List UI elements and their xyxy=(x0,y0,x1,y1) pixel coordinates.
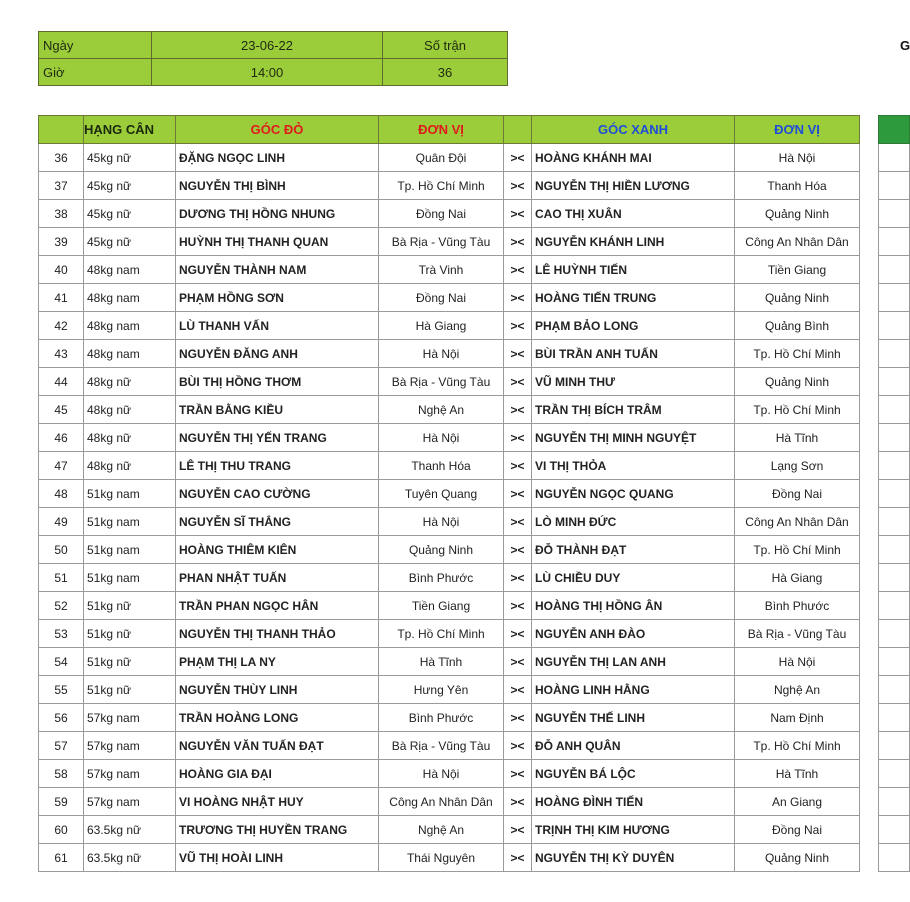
red-corner-fighter: PHẠM HỒNG SƠN xyxy=(176,284,379,312)
cropped-cell xyxy=(879,228,910,256)
red-corner-unit: Hưng Yên xyxy=(379,676,504,704)
blue-corner-unit: Quảng Ninh xyxy=(735,368,860,396)
blue-corner-fighter: HOÀNG LINH HẰNG xyxy=(532,676,735,704)
weight-class: 48kg nam xyxy=(84,312,176,340)
vs-marker: >< xyxy=(504,760,532,788)
weight-class: 51kg nữ xyxy=(84,676,176,704)
cropped-cell xyxy=(879,172,910,200)
blue-corner-unit: Đồng Nai xyxy=(735,480,860,508)
cropped-cell xyxy=(879,256,910,284)
red-corner-unit: Hà Nội xyxy=(379,424,504,452)
table-row xyxy=(39,452,860,480)
bout-number: 37 xyxy=(39,172,84,200)
table-header-row xyxy=(39,116,860,144)
blue-corner-fighter: TRẦN THỊ BÍCH TRÂM xyxy=(532,396,735,424)
vs-marker: >< xyxy=(504,564,532,592)
red-corner-unit: Tiền Giang xyxy=(379,592,504,620)
blue-corner-fighter: NGUYỄN NGỌC QUANG xyxy=(532,480,735,508)
weight-class: 51kg nam xyxy=(84,564,176,592)
blue-corner-unit: Quảng Ninh xyxy=(735,844,860,872)
cropped-cell xyxy=(879,368,910,396)
cropped-corner-text: G xyxy=(900,38,910,53)
blue-corner-fighter: ĐỖ ANH QUÂN xyxy=(532,732,735,760)
cropped-right-column xyxy=(878,115,910,872)
blue-corner-unit: Quảng Ninh xyxy=(735,284,860,312)
red-corner-fighter: VI HOÀNG NHẬT HUY xyxy=(176,788,379,816)
weight-class: 51kg nam xyxy=(84,480,176,508)
bout-number: 56 xyxy=(39,704,84,732)
red-corner-fighter: NGUYỄN THỊ YẾN TRANG xyxy=(176,424,379,452)
blue-corner-fighter: ĐỖ THÀNH ĐẠT xyxy=(532,536,735,564)
table-row xyxy=(39,732,860,760)
bout-number: 49 xyxy=(39,508,84,536)
weight-class: 48kg nữ xyxy=(84,452,176,480)
weight-class: 48kg nữ xyxy=(84,396,176,424)
red-corner-fighter: BÙI THỊ HỒNG THƠM xyxy=(176,368,379,396)
table-row xyxy=(39,592,860,620)
weight-class: 57kg nam xyxy=(84,760,176,788)
blue-corner-fighter: HOÀNG TIẾN TRUNG xyxy=(532,284,735,312)
cropped-cell xyxy=(879,760,910,788)
vs-marker: >< xyxy=(504,172,532,200)
bout-number: 50 xyxy=(39,536,84,564)
cropped-cell xyxy=(879,480,910,508)
blue-corner-fighter: HOÀNG ĐÌNH TIẾN xyxy=(532,788,735,816)
bout-number: 44 xyxy=(39,368,84,396)
weight-class: 45kg nữ xyxy=(84,200,176,228)
table-row xyxy=(39,536,860,564)
weight-class: 51kg nữ xyxy=(84,648,176,676)
cropped-cell xyxy=(879,144,910,172)
table-row xyxy=(39,844,860,872)
bout-number: 47 xyxy=(39,452,84,480)
vs-marker: >< xyxy=(504,340,532,368)
red-corner-unit: Hà Tĩnh xyxy=(379,648,504,676)
blue-corner-fighter: CAO THỊ XUÂN xyxy=(532,200,735,228)
blue-corner-unit: Tp. Hồ Chí Minh xyxy=(735,340,860,368)
blue-corner-fighter: NGUYỄN ANH ĐÀO xyxy=(532,620,735,648)
cropped-cell xyxy=(879,200,910,228)
red-corner-unit: Quân Đội xyxy=(379,144,504,172)
red-corner-unit: Tuyên Quang xyxy=(379,480,504,508)
cropped-header-cell xyxy=(879,116,910,144)
blue-corner-fighter: NGUYỄN BÁ LỘC xyxy=(532,760,735,788)
red-corner-fighter: LÙ THANH VẤN xyxy=(176,312,379,340)
red-corner-fighter: DƯƠNG THỊ HỒNG NHUNG xyxy=(176,200,379,228)
table-row xyxy=(39,648,860,676)
blue-corner-fighter: NGUYỄN THỊ MINH NGUYỆT xyxy=(532,424,735,452)
vs-marker: >< xyxy=(504,844,532,872)
vs-marker: >< xyxy=(504,284,532,312)
blue-corner-fighter: NGUYỄN THỊ HIỀN LƯƠNG xyxy=(532,172,735,200)
cropped-cell xyxy=(879,592,910,620)
blue-corner-unit: Tp. Hồ Chí Minh xyxy=(735,536,860,564)
weight-class: 63.5kg nữ xyxy=(84,844,176,872)
vs-marker: >< xyxy=(504,816,532,844)
cropped-cell xyxy=(879,704,910,732)
red-corner-fighter: NGUYỄN THÙY LINH xyxy=(176,676,379,704)
vs-marker: >< xyxy=(504,256,532,284)
table-row xyxy=(39,564,860,592)
vs-marker: >< xyxy=(504,788,532,816)
blue-corner-unit: Bình Phước xyxy=(735,592,860,620)
vs-marker: >< xyxy=(504,704,532,732)
bout-number: 58 xyxy=(39,760,84,788)
red-corner-fighter: PHAN NHẬT TUẤN xyxy=(176,564,379,592)
blue-corner-fighter: VŨ MINH THƯ xyxy=(532,368,735,396)
bout-number: 39 xyxy=(39,228,84,256)
blue-corner-unit: Hà Tĩnh xyxy=(735,760,860,788)
bout-number: 41 xyxy=(39,284,84,312)
cropped-cell xyxy=(879,536,910,564)
header-red-corner: GÓC ĐỎ xyxy=(176,116,379,144)
red-corner-fighter: NGUYỄN SĨ THẮNG xyxy=(176,508,379,536)
vs-marker: >< xyxy=(504,648,532,676)
bout-number: 53 xyxy=(39,620,84,648)
blue-corner-fighter: NGUYỄN THỊ KỲ DUYÊN xyxy=(532,844,735,872)
vs-marker: >< xyxy=(504,200,532,228)
blue-corner-fighter: LÒ MINH ĐỨC xyxy=(532,508,735,536)
cropped-cell xyxy=(879,508,910,536)
match-count-value: 36 xyxy=(383,59,508,86)
vs-marker: >< xyxy=(504,620,532,648)
bout-number: 42 xyxy=(39,312,84,340)
blue-corner-fighter: LÊ HUỲNH TIẾN xyxy=(532,256,735,284)
blue-corner-unit: Bà Rịa - Vũng Tàu xyxy=(735,620,860,648)
vs-marker: >< xyxy=(504,536,532,564)
bout-number: 57 xyxy=(39,732,84,760)
cropped-cell xyxy=(879,732,910,760)
bout-number: 61 xyxy=(39,844,84,872)
red-corner-unit: Quảng Ninh xyxy=(379,536,504,564)
red-corner-fighter: NGUYỄN THỊ BÌNH xyxy=(176,172,379,200)
date-label: Ngày xyxy=(39,32,152,59)
blue-corner-fighter: HOÀNG THỊ HỒNG ÂN xyxy=(532,592,735,620)
table-body xyxy=(39,144,860,872)
cropped-cell xyxy=(879,816,910,844)
red-corner-fighter: TRẦN HOÀNG LONG xyxy=(176,704,379,732)
time-label: Giờ xyxy=(39,59,152,86)
bout-number: 52 xyxy=(39,592,84,620)
red-corner-fighter: HUỲNH THỊ THANH QUAN xyxy=(176,228,379,256)
vs-marker: >< xyxy=(504,424,532,452)
red-corner-unit: Thanh Hóa xyxy=(379,452,504,480)
red-corner-fighter: HOÀNG THIÊM KIÊN xyxy=(176,536,379,564)
red-corner-fighter: LÊ THỊ THU TRANG xyxy=(176,452,379,480)
red-corner-unit: Trà Vinh xyxy=(379,256,504,284)
cropped-cell xyxy=(879,424,910,452)
bout-number: 54 xyxy=(39,648,84,676)
cropped-cell xyxy=(879,284,910,312)
bout-number: 51 xyxy=(39,564,84,592)
table-row xyxy=(39,760,860,788)
vs-marker: >< xyxy=(504,452,532,480)
blue-corner-unit: Nam Định xyxy=(735,704,860,732)
vs-marker: >< xyxy=(504,480,532,508)
red-corner-unit: Công An Nhân Dân xyxy=(379,788,504,816)
table-row xyxy=(39,816,860,844)
header-red-unit: ĐƠN VỊ xyxy=(379,116,504,144)
vs-marker: >< xyxy=(504,396,532,424)
red-corner-fighter: NGUYỄN CAO CƯỜNG xyxy=(176,480,379,508)
weight-class: 45kg nữ xyxy=(84,228,176,256)
table-row xyxy=(39,228,860,256)
blue-corner-unit: Đồng Nai xyxy=(735,816,860,844)
blue-corner-unit: Hà Nội xyxy=(735,648,860,676)
cropped-cell xyxy=(879,396,910,424)
time-value: 14:00 xyxy=(152,59,383,86)
blue-corner-unit: Nghệ An xyxy=(735,676,860,704)
blue-corner-fighter: PHẠM BẢO LONG xyxy=(532,312,735,340)
blue-corner-unit: Tiền Giang xyxy=(735,256,860,284)
blue-corner-unit: Hà Giang xyxy=(735,564,860,592)
blue-corner-fighter: HOÀNG KHÁNH MAI xyxy=(532,144,735,172)
cropped-cell xyxy=(879,788,910,816)
vs-marker: >< xyxy=(504,312,532,340)
table-row xyxy=(39,312,860,340)
header-blue-corner: GÓC XANH xyxy=(532,116,735,144)
red-corner-unit: Hà Nội xyxy=(379,508,504,536)
table-row xyxy=(39,284,860,312)
red-corner-fighter: PHẠM THỊ LA NY xyxy=(176,648,379,676)
header-weight-class: HẠNG CÂN xyxy=(84,116,176,144)
match-info-box xyxy=(38,31,508,86)
cropped-cell xyxy=(879,620,910,648)
vs-marker: >< xyxy=(504,732,532,760)
blue-corner-fighter: NGUYỄN THẾ LINH xyxy=(532,704,735,732)
blue-corner-unit: Tp. Hồ Chí Minh xyxy=(735,396,860,424)
cropped-cell xyxy=(879,452,910,480)
table-row xyxy=(39,368,860,396)
weight-class: 48kg nam xyxy=(84,256,176,284)
cropped-cell xyxy=(879,676,910,704)
table-row xyxy=(39,788,860,816)
blue-corner-fighter: BÙI TRẦN ANH TUẤN xyxy=(532,340,735,368)
table-row xyxy=(39,620,860,648)
bout-number: 40 xyxy=(39,256,84,284)
cropped-cell xyxy=(879,340,910,368)
red-corner-unit: Nghệ An xyxy=(379,816,504,844)
cropped-cell xyxy=(879,648,910,676)
header-blue-unit: ĐƠN VỊ xyxy=(735,116,860,144)
weight-class: 57kg nam xyxy=(84,704,176,732)
table-row xyxy=(39,676,860,704)
red-corner-fighter: TRẦN BẰNG KIỀU xyxy=(176,396,379,424)
table-row xyxy=(39,172,860,200)
weight-class: 51kg nữ xyxy=(84,592,176,620)
red-corner-unit: Tp. Hồ Chí Minh xyxy=(379,172,504,200)
table-row xyxy=(39,200,860,228)
table-row xyxy=(39,396,860,424)
blue-corner-unit: Quảng Bình xyxy=(735,312,860,340)
weight-class: 48kg nam xyxy=(84,284,176,312)
red-corner-unit: Bà Rịa - Vũng Tàu xyxy=(379,228,504,256)
red-corner-unit: Tp. Hồ Chí Minh xyxy=(379,620,504,648)
weight-class: 63.5kg nữ xyxy=(84,816,176,844)
red-corner-fighter: NGUYỄN VĂN TUẤN ĐẠT xyxy=(176,732,379,760)
table-row xyxy=(39,340,860,368)
weight-class: 45kg nữ xyxy=(84,144,176,172)
blue-corner-fighter: VI THỊ THỎA xyxy=(532,452,735,480)
table-row xyxy=(39,424,860,452)
red-corner-unit: Hà Giang xyxy=(379,312,504,340)
weight-class: 48kg nam xyxy=(84,340,176,368)
blue-corner-unit: Tp. Hồ Chí Minh xyxy=(735,732,860,760)
vs-marker: >< xyxy=(504,676,532,704)
bout-number: 46 xyxy=(39,424,84,452)
red-corner-fighter: NGUYỄN THÀNH NAM xyxy=(176,256,379,284)
blue-corner-fighter: LÙ CHIỀU DUY xyxy=(532,564,735,592)
bout-number: 55 xyxy=(39,676,84,704)
red-corner-fighter: ĐẶNG NGỌC LINH xyxy=(176,144,379,172)
vs-marker: >< xyxy=(504,592,532,620)
blue-corner-unit: Công An Nhân Dân xyxy=(735,508,860,536)
red-corner-unit: Hà Nội xyxy=(379,340,504,368)
blue-corner-unit: Quảng Ninh xyxy=(735,200,860,228)
vs-marker: >< xyxy=(504,508,532,536)
red-corner-fighter: HOÀNG GIA ĐẠI xyxy=(176,760,379,788)
weight-class: 57kg nam xyxy=(84,788,176,816)
cropped-cell xyxy=(879,312,910,340)
blue-corner-fighter: TRỊNH THỊ KIM HƯƠNG xyxy=(532,816,735,844)
red-corner-fighter: NGUYỄN ĐĂNG ANH xyxy=(176,340,379,368)
match-count-label: Số trận xyxy=(383,32,508,59)
blue-corner-unit: Thanh Hóa xyxy=(735,172,860,200)
weight-class: 45kg nữ xyxy=(84,172,176,200)
cropped-cell xyxy=(879,564,910,592)
header-number xyxy=(39,116,84,144)
red-corner-unit: Bình Phước xyxy=(379,564,504,592)
red-corner-unit: Nghệ An xyxy=(379,396,504,424)
bout-schedule-table xyxy=(38,115,860,872)
table-row xyxy=(39,256,860,284)
red-corner-unit: Bà Rịa - Vũng Tàu xyxy=(379,732,504,760)
date-value: 23-06-22 xyxy=(152,32,383,59)
bout-number: 59 xyxy=(39,788,84,816)
table-row xyxy=(39,704,860,732)
red-corner-unit: Đồng Nai xyxy=(379,200,504,228)
weight-class: 51kg nam xyxy=(84,536,176,564)
vs-marker: >< xyxy=(504,144,532,172)
blue-corner-unit: Lạng Sơn xyxy=(735,452,860,480)
bout-number: 38 xyxy=(39,200,84,228)
weight-class: 51kg nữ xyxy=(84,620,176,648)
blue-corner-unit: An Giang xyxy=(735,788,860,816)
weight-class: 48kg nữ xyxy=(84,368,176,396)
red-corner-unit: Bình Phước xyxy=(379,704,504,732)
bout-number: 43 xyxy=(39,340,84,368)
table-row xyxy=(39,144,860,172)
weight-class: 51kg nam xyxy=(84,508,176,536)
red-corner-unit: Thái Nguyên xyxy=(379,844,504,872)
table-row xyxy=(39,508,860,536)
cropped-cell xyxy=(879,844,910,872)
blue-corner-fighter: NGUYỄN KHÁNH LINH xyxy=(532,228,735,256)
red-corner-unit: Hà Nội xyxy=(379,760,504,788)
header-vs xyxy=(504,116,532,144)
blue-corner-unit: Hà Nội xyxy=(735,144,860,172)
weight-class: 57kg nam xyxy=(84,732,176,760)
red-corner-fighter: NGUYỄN THỊ THANH THẢO xyxy=(176,620,379,648)
bout-number: 60 xyxy=(39,816,84,844)
weight-class: 48kg nữ xyxy=(84,424,176,452)
red-corner-unit: Bà Rịa - Vũng Tàu xyxy=(379,368,504,396)
bout-number: 48 xyxy=(39,480,84,508)
blue-corner-unit: Hà Tĩnh xyxy=(735,424,860,452)
blue-corner-unit: Công An Nhân Dân xyxy=(735,228,860,256)
blue-corner-fighter: NGUYỄN THỊ LAN ANH xyxy=(532,648,735,676)
red-corner-fighter: VŨ THỊ HOÀI LINH xyxy=(176,844,379,872)
vs-marker: >< xyxy=(504,228,532,256)
vs-marker: >< xyxy=(504,368,532,396)
table-row xyxy=(39,480,860,508)
red-corner-fighter: TRẦN PHAN NGỌC HÂN xyxy=(176,592,379,620)
red-corner-fighter: TRƯƠNG THỊ HUYỀN TRANG xyxy=(176,816,379,844)
red-corner-unit: Đồng Nai xyxy=(379,284,504,312)
bout-number: 45 xyxy=(39,396,84,424)
bout-number: 36 xyxy=(39,144,84,172)
